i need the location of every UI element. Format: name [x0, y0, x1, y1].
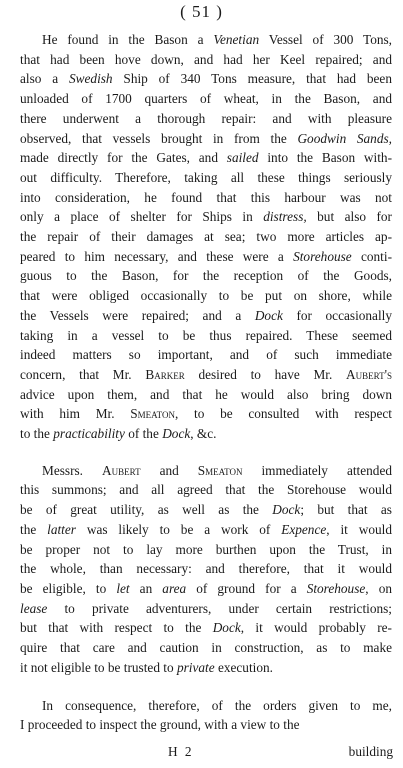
text-line: He found in the Bason a Venetian Vessel of 300 Tons, — [42, 32, 393, 47]
text-line: quire that care and caution in construction, as to make — [20, 640, 392, 656]
paragraph-1 — [20, 30, 392, 444]
small-caps-name: Smeaton — [197, 462, 243, 478]
paragraph-2 — [20, 461, 392, 678]
italic-term: Swedish — [69, 71, 113, 87]
text-line: peared to him necessary, and these were a Storehouse conti- — [20, 248, 392, 264]
text-line: the Vessels were repaired; and a Dock for occasionally — [20, 307, 392, 323]
text-line: unloaded of 1700 quarters of wheat, in the Bason, and — [20, 91, 392, 107]
text-line: guous to the Bason, for the reception of the Goods, — [20, 268, 392, 284]
italic-term: Dock — [272, 502, 301, 518]
italic-term: distress, — [263, 209, 307, 225]
italic-term: lease — [20, 600, 48, 616]
text-line: there underwent a thorough repair: and with pleasure — [20, 110, 392, 126]
text-line: taking in a vessel to be thus repaired. These seemed — [20, 327, 392, 343]
signature-mark: H 2 — [168, 744, 194, 759]
text-line: concern, that Mr. Barker desired to have Mr. Aubert's — [20, 366, 392, 382]
italic-term: practicability — [53, 426, 125, 442]
text-line: the whole, than necessary: and therefore, that it would — [20, 561, 392, 577]
text-line: the latter was likely to be a work of Expence, it would — [20, 521, 392, 537]
italic-term: let — [116, 580, 130, 596]
italic-term: Goodwin Sands, — [297, 130, 392, 146]
text-line: that had been hove down, and had her Keel repaired; and — [20, 51, 392, 67]
small-caps-name: Aubert — [102, 462, 141, 478]
italic-term: Dock — [254, 307, 283, 323]
text-line: into consideration, he found that this harbour was not — [20, 189, 392, 205]
italic-term: Storehouse — [306, 580, 366, 596]
text-line: also a Swedish Ship of 340 Tons measure, that had been — [20, 71, 392, 87]
text-line: that were obliged occasionally to be put on shore, while — [20, 288, 392, 304]
paragraph-3 — [20, 696, 392, 735]
text-line: it not eligible to be trusted to private execution. — [20, 659, 273, 675]
text-line: to the practicability of the Dock, &c. — [20, 426, 217, 442]
italic-term: private — [176, 659, 215, 675]
small-caps-name: Barker — [145, 366, 185, 382]
text-line: the repair of their damages at sea; two more articles ap- — [20, 229, 392, 245]
italic-term: sailed — [226, 150, 259, 166]
italic-term: Expence — [281, 521, 327, 537]
text-line: out difficulty. Therefore, taking all these things seriously — [20, 169, 392, 185]
text-line: I proceeded to inspect the ground, with a view to the — [20, 717, 300, 733]
text-line: with him Mr. Smeaton, to be consulted with respect — [20, 406, 392, 422]
italic-term: Dock — [162, 426, 191, 442]
text-line: lease to private adventurers, under certain restrictions; — [20, 600, 392, 616]
italic-term: Storehouse — [293, 248, 352, 264]
text-line: In consequence, therefore, of the orders given to me, — [42, 697, 392, 713]
text-line: be of great utility, as well as the Dock; but that as — [20, 502, 392, 518]
italic-term: latter — [47, 521, 76, 537]
text-line: Messrs. Aubert and Smeaton immediately attended — [42, 462, 392, 478]
small-caps-name: Aubert's — [346, 366, 392, 382]
small-caps-name: Smeaton — [130, 406, 176, 422]
text-line: advice upon them, and that he would also bring down — [20, 386, 392, 402]
text-line: made directly for the Gates, and sailed into the Bason with- — [20, 150, 392, 166]
text-line: indeed matters so important, and of such immediate — [20, 347, 392, 363]
text-line: this summons; and all agreed that the Storehouse would — [20, 482, 392, 498]
text-line: observed, that vessels brought in from the Goodwin Sands, — [20, 130, 392, 146]
italic-term: area — [162, 580, 187, 596]
text-line: but that with respect to the Dock, it would probably re- — [20, 620, 392, 636]
italic-term: Venetian — [213, 32, 260, 47]
body-text — [20, 30, 392, 735]
text-line: only a place of shelter for Ships in distress, but also for — [20, 209, 392, 225]
italic-term: Dock — [212, 620, 241, 636]
page-number: ( 51 ) — [180, 2, 223, 21]
text-line: be proper not to lay more burthen upon the Trust, in — [20, 541, 392, 557]
text-line: be eligible, to let an area of ground for a Storehouse, on — [20, 580, 392, 596]
catchword: building — [348, 744, 393, 759]
